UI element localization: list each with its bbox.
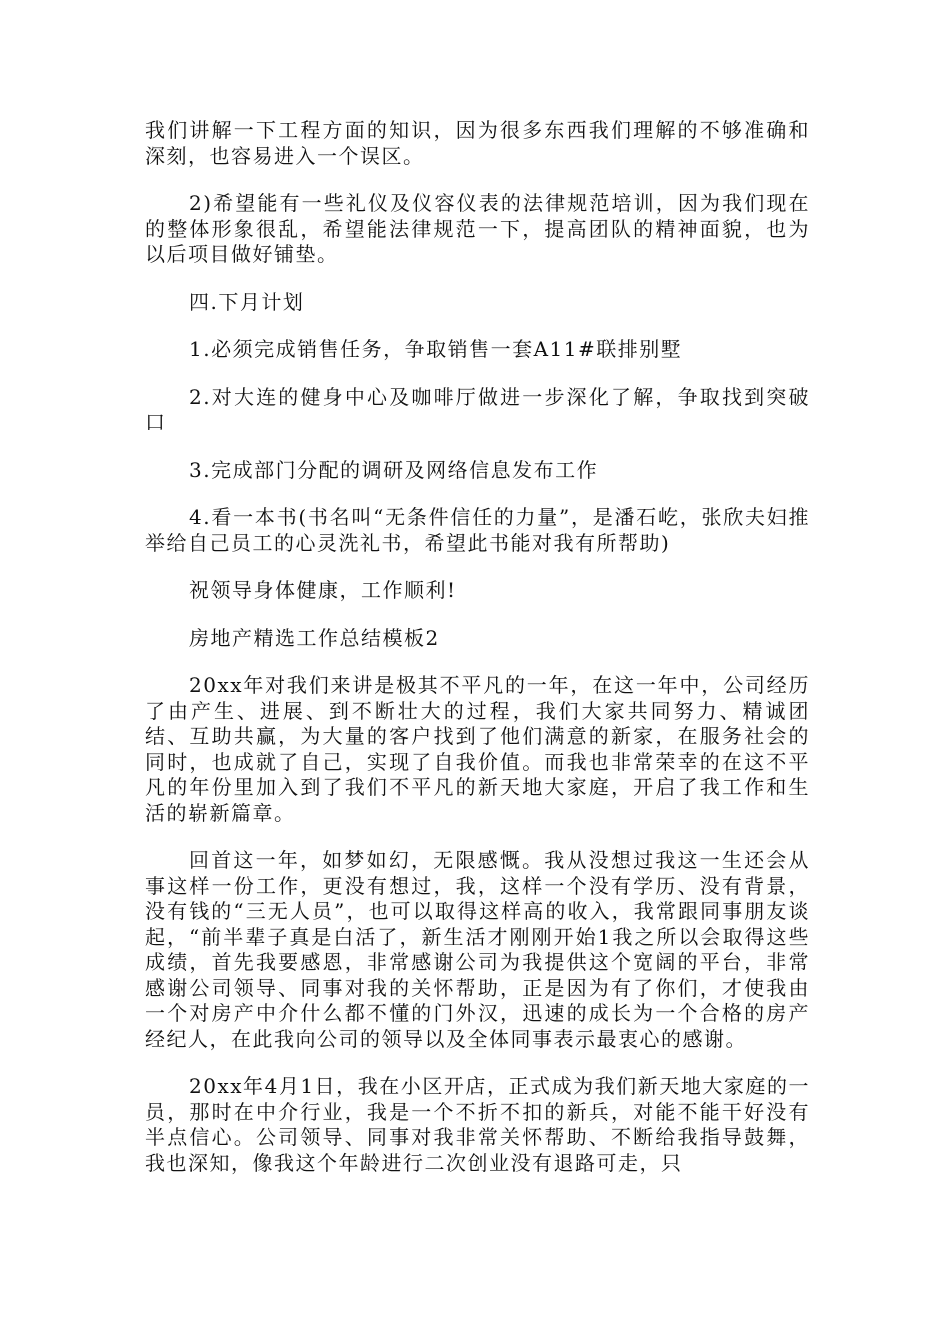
paragraph: 回首这一年，如梦如幻，无限感慨。我从没想过我这一生还会从事这样一份工作，更没有想过，我，这样一个没有学历、没有背景，没有钱的“三无人员”，也可以取得这样高的收入，我常跟同事朋友谈起，“前半辈子真是白活了，新生活才刚刚开始1我之所以会取得这些成绩，首先我要感恩，非常感谢公司为我提供这个宽阔的平台，非常感谢公司领导、同事对我的关怀帮助，正是因为有了你们，才使我由一个对房产中介什么都不懂的门外汉，迅速的成长为一个合格的房产经纪人，在此我向公司的领导以及全体同事表示最衷心的感谢。 — [145, 848, 810, 1051]
paragraph: 20xx年4月1日，我在小区开店，正式成为我们新天地大家庭的一员，那时在中介行业，我是一个不折不扣的新兵，对能不能干好没有半点信心。公司领导、同事对我非常关怀帮助、不断给我指导鼓舞，我也深知，像我这个年龄进行二次创业没有退路可走，只 — [145, 1074, 810, 1175]
list-item: 3.完成部门分配的调研及网络信息发布工作 — [189, 457, 599, 482]
section-heading: 四.下月计划 — [189, 289, 305, 314]
list-item: 1.必须完成销售任务，争取销售一套A11#联排别墅 — [189, 337, 683, 361]
document-body — [145, 118, 810, 1198]
list-item: 4.看一本书(书名叫“无条件信任的力量”，是潘石屹，张欣夫妇推举给自己员工的心灵洗礼书，希望此书能对我有所帮助) — [145, 505, 810, 555]
paragraph: 我们讲解一下工程方面的知识，因为很多东西我们理解的不够准确和深刻，也容易进入一个误区。 — [145, 118, 810, 168]
paragraph: 20xx年对我们来讲是极其不平凡的一年，在这一年中，公司经历了由产生、进展、到不断壮大的过程，我们大家共同努力、精诚团结、互助共赢，为大量的客户找到了他们满意的新家，在服务社会的同时，也成就了自己，实现了自我价值。而我也非常荣幸的在这不平凡的年份里加入到了我们不平凡的新天地大家庭，开启了我工作和生活的崭新篇章。 — [145, 673, 810, 825]
closing-line: 祝领导身体健康，工作顺利! — [189, 578, 457, 602]
list-item: 2.对大连的健身中心及咖啡厅做进一步深化了解，争取找到突破口 — [145, 384, 810, 434]
document-title: 房地产精选工作总结模板2 — [189, 625, 440, 650]
paragraph: 2)希望能有一些礼仪及仪容仪表的法律规范培训，因为我们现在的整体形象很乱，希望能法律规范一下，提高团队的精神面貌，也为以后项目做好铺垫。 — [145, 191, 810, 266]
